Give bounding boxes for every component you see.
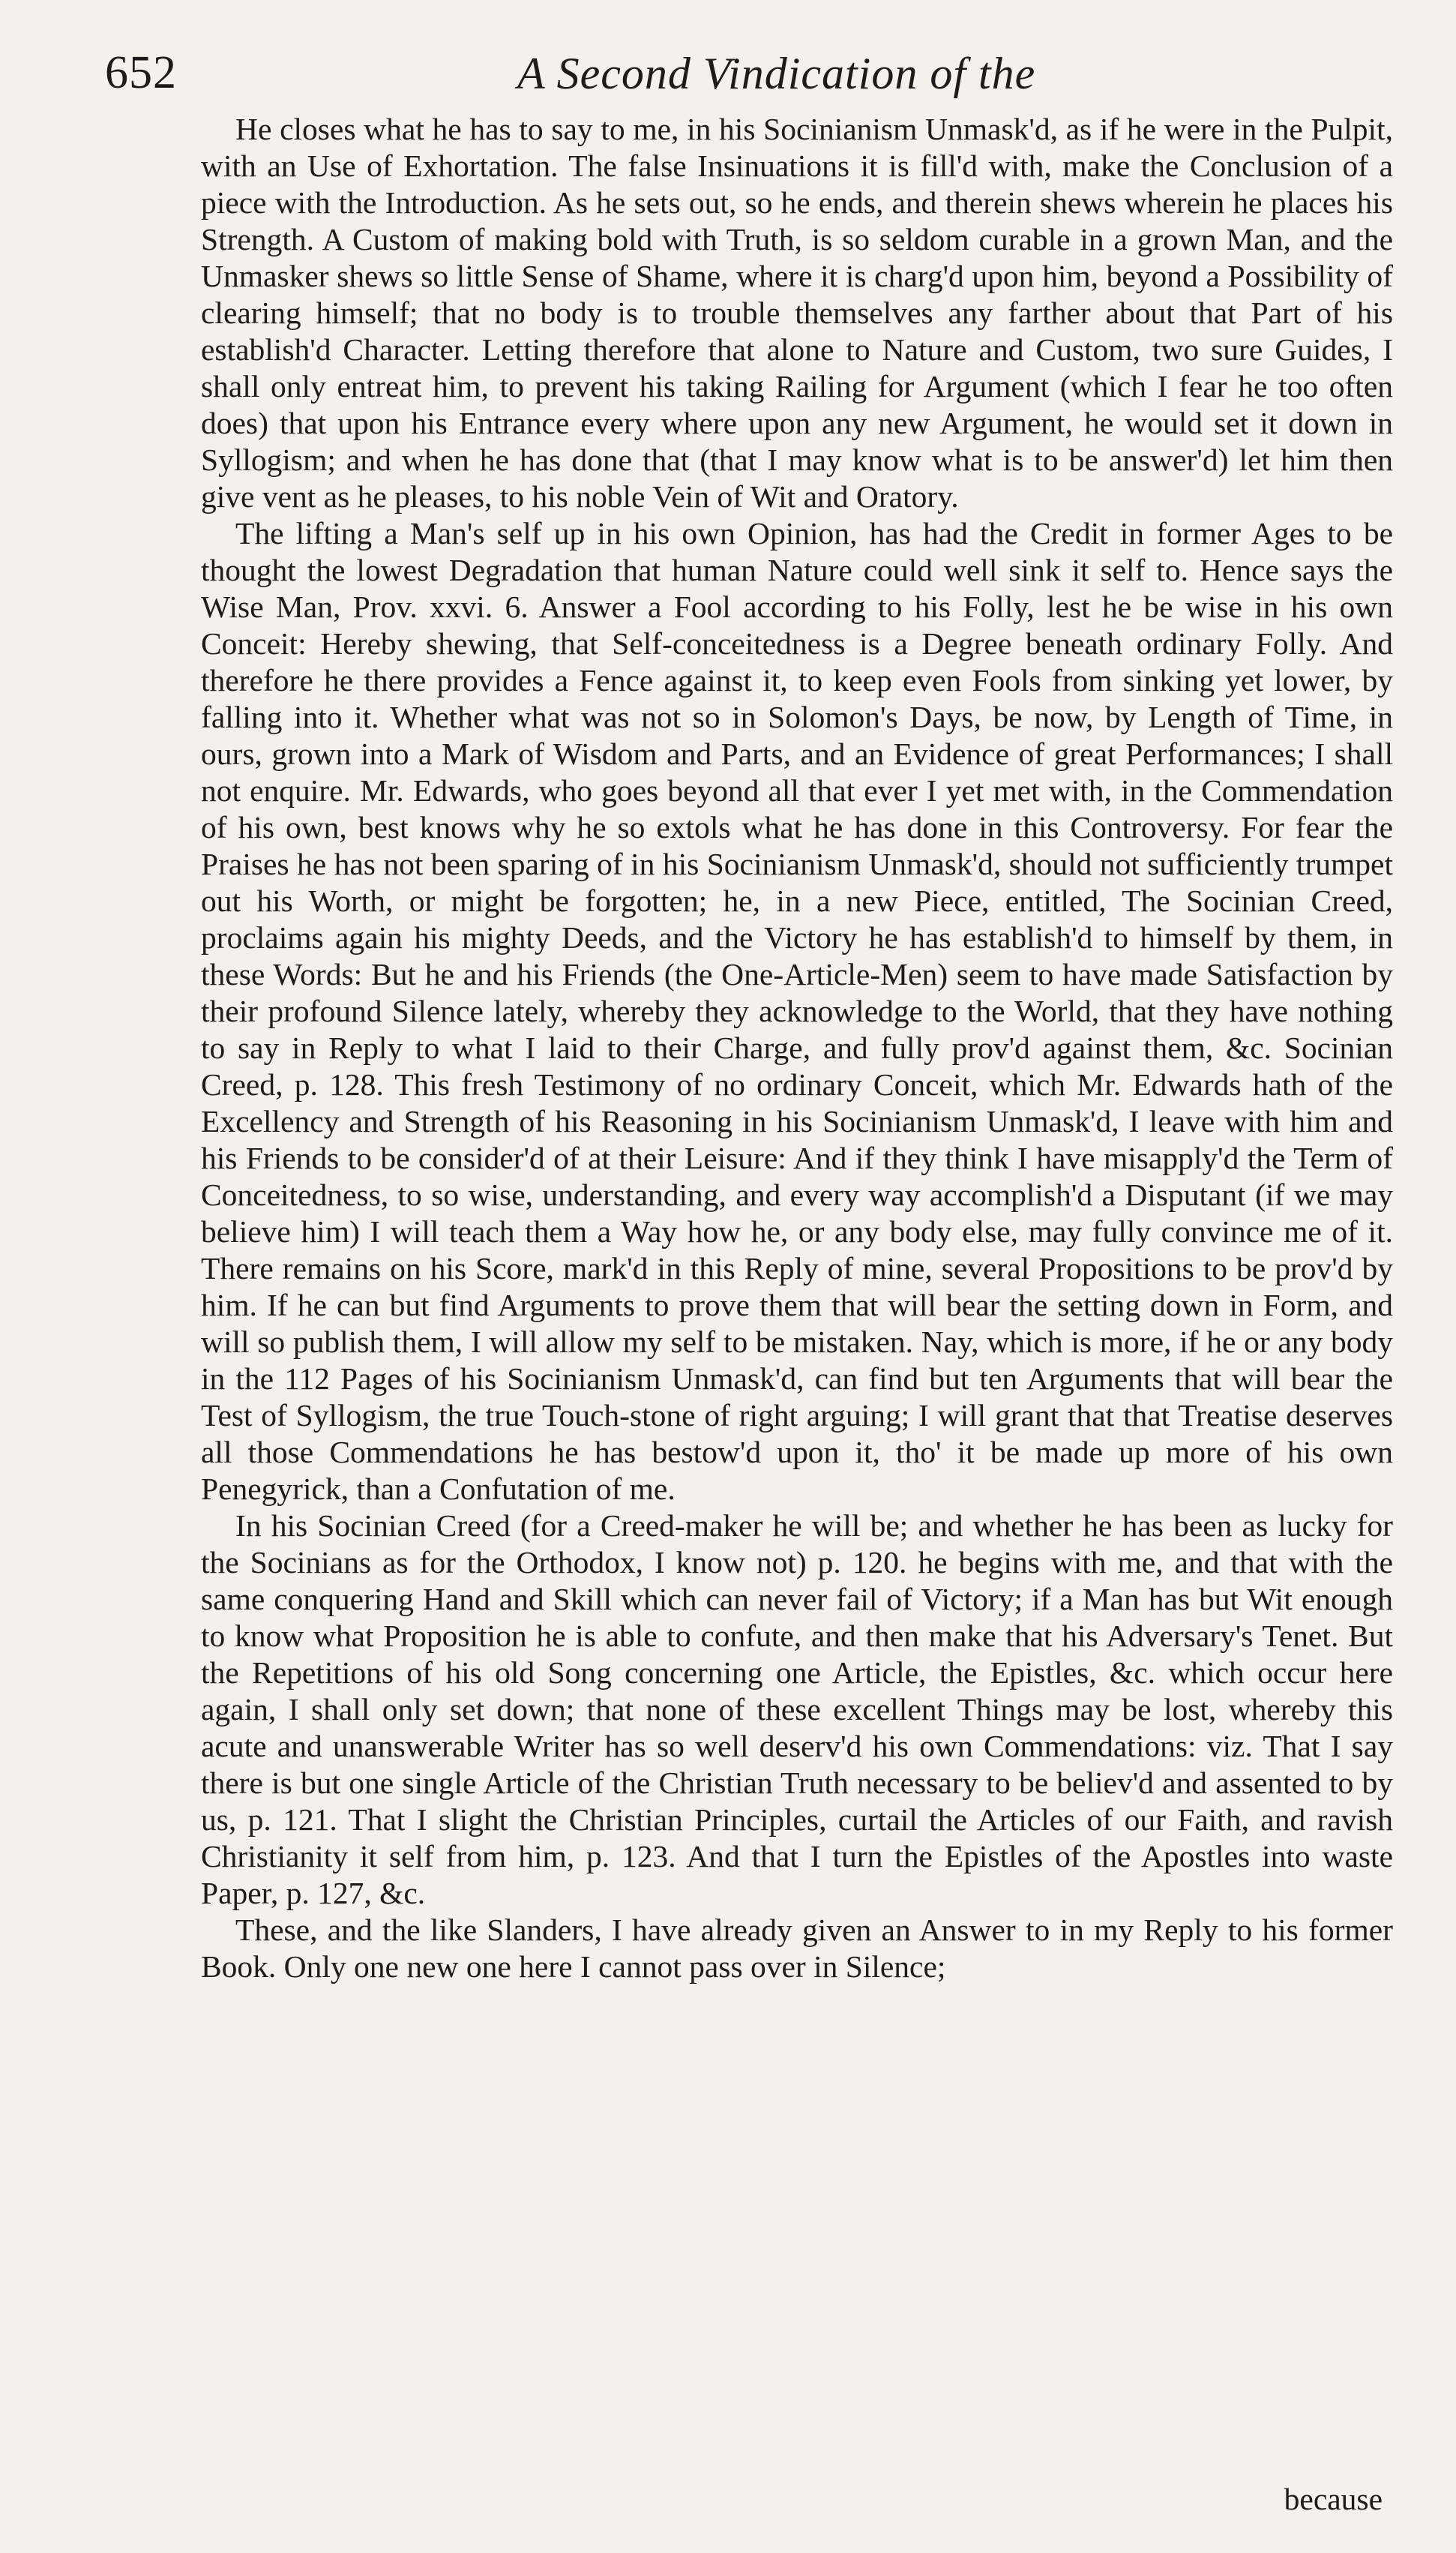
paragraph-3: In his Socinian Creed (for a Creed-maker he will be; and whether he has been as lucky for the Socinians as for the Orthodox, I know not) p. 120. he begins with me, and that with the same conquering Hand and Skill which can never fail of Victory; if a Man has but Wit enough to know what Proposition he is able to confute, and then make that his Adversary's Tenet. But the Repetitions of his old Song concerning one Article, the Epistles, &c. which occur here again, I shall only set down; that none of these excellent Things may be lost, whereby this acute and unanswerable Writer has so well deserv'd his own Commendations: viz. That I say there is but one single Article of the Christian Truth necessary to be believ'd and assented to by us, p. 121. That I slight the Christian Principles, curtail the Articles of our Faith, and ravish Christianity it self from him, p. 123. And that I turn the Epistles of the Apostles into waste Paper, p. 127, &c. xyxy=(201,1508,1393,1910)
page-number: 652 xyxy=(105,47,177,98)
paragraph-4: These, and the like Slanders, I have already given an Answer to in my Reply to his former Book. Only one new one here I cannot pass over in Silence; xyxy=(201,1912,1393,1984)
running-title: A Second Vindication of the xyxy=(517,49,1036,98)
catchword: because xyxy=(1284,2482,1383,2516)
body-text xyxy=(201,111,1393,1985)
paragraph-2: The lifting a Man's self up in his own Opinion, has had the Credit in former Ages to be thought the lowest Degradation that human Nature could well sink it self to. Hence says the Wise Man, Prov. xxvi. 6. Answer a Fool according to his Folly, lest he be wise in his own Conceit: Hereby shewing, that Self-conceitedness is a Degree beneath ordinary Folly. And therefore he there provides a Fence against it, to keep even Fools from sinking yet lower, by falling into it. Whether what was not so in Solomon's Days, be now, by Length of Time, in ours, grown into a Mark of Wisdom and Parts, and an Evidence of great Performances; I shall not enquire. Mr. Edwards, who goes beyond all that ever I yet met with, in the Commendation of his own, best knows why he so extols what he has done in this Controversy. For fear the Praises he has not been sparing of in his Socinianism Unmask'd, should not sufficiently trumpet out his Worth, or might be forgotten; he, in a new Piece, entitled, The Socinian Creed, proclaims again his mighty Deeds, and the Victory he has establish'd to himself by them, in these Words: But he and his Friends (the One-Article-Men) seem to have made Satisfaction by their profound Silence lately, whereby they acknowledge to the World, that they have nothing to say in Reply to what I laid to their Charge, and fully prov'd against them, &c. Socinian Creed, p. 128. This fresh Testimony of no ordinary Conceit, which Mr. Edwards hath of the Excellency and Strength of his Reasoning in his Socinianism Unmask'd, I leave with him and his Friends to be consider'd of at their Leisure: And if they think I have misapply'd the Term of Conceitedness, to so wise, understanding, and every way accomplish'd a Disputant (if we may believe him) I will teach them a Way how he, or any body else, may fully convince me of it. There remains on his Score, mark'd in this Reply of mine, several Propositions to be prov'd by him. If he can but find Arguments to prove them that will bear the setting down in Form, and will so publish them, I will allow my self to be mistaken. Nay, which is more, if he or any body in the 112 Pages of his Socinianism Unmask'd, can find but ten Arguments that will bear the Test of Syllogism, the true Touch-stone of right arguing; I will grant that that Treatise deserves all those Commendations he has bestow'd upon it, tho' it be made up more of his own Penegyrick, than a Confutation of me. xyxy=(201,516,1393,1506)
paragraph-1: He closes what he has to say to me, in his Socinianism Unmask'd, as if he were in the Pulpit, with an Use of Exhortation. The false Insinuations it is fill'd with, make the Conclusion of a piece with the Introduction. As he sets out, so he ends, and therein shews wherein he places his Strength. A Custom of making bold with Truth, is so seldom curable in a grown Man, and the Unmasker shews so little Sense of Shame, where it is charg'd upon him, beyond a Possibility of clearing himself; that no body is to trouble themselves any farther about that Part of his establish'd Character. Letting therefore that alone to Nature and Custom, two sure Guides, I shall only entreat him, to prevent his taking Railing for Argument (which I fear he too often does) that upon his Entrance every where upon any new Argument, he would set it down in Syllogism; and when he has done that (that I may know what is to be answer'd) let him then give vent as he pleases, to his noble Vein of Wit and Oratory. xyxy=(201,112,1393,514)
